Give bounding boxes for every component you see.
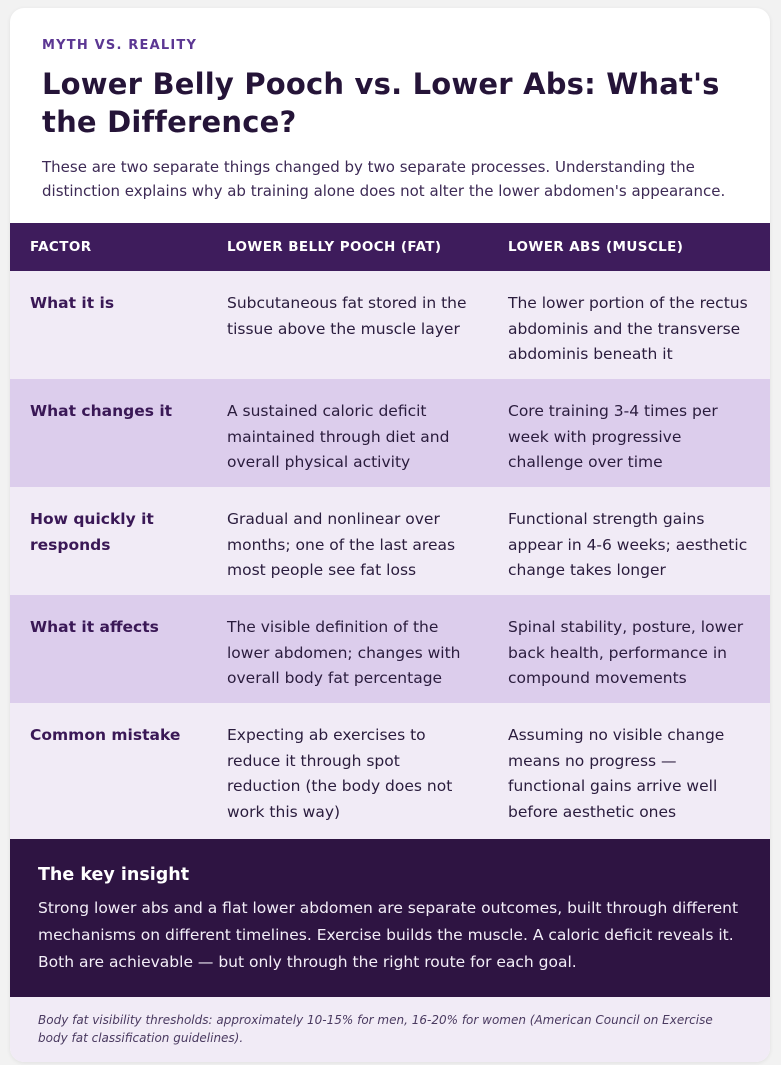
row-factor: What it affects [10, 595, 207, 703]
row-muscle-cell: Assuming no visible change means no progress — functional gains arrive well before aesthetic ones [488, 703, 770, 839]
row-muscle-cell: Spinal stability, posture, lower back health, performance in compound movements [488, 595, 770, 703]
column-header-muscle: LOWER ABS (MUSCLE) [488, 223, 770, 271]
comparison-table [10, 223, 770, 839]
page-title: Lower Belly Pooch vs. Lower Abs: What's the Difference? [42, 67, 720, 139]
row-muscle-cell: The lower portion of the rectus abdominis and the transverse abdominis beneath it [488, 271, 770, 379]
table-row [10, 487, 770, 595]
eyebrow-label: MYTH VS. REALITY [42, 38, 198, 53]
table-row [10, 379, 770, 487]
row-factor: How quickly it responds [10, 487, 207, 595]
table-row [10, 271, 770, 379]
insight-body: Strong lower abs and a flat lower abdomen are separate outcomes, built through different mechanisms on different timelines. Exercise builds the muscle. A caloric deficit reveals it. Both are achievable — but only through the right route for each goal. [38, 899, 739, 971]
row-fat-cell: Gradual and nonlinear over months; one of the last areas most people see fat loss [207, 487, 488, 595]
source-footnote: Body fat visibility thresholds: approximately 10-15% for men, 16-20% for women (American Council on Exercise body fat classification guidelines). [10, 997, 770, 1062]
key-insight-panel [10, 839, 770, 997]
row-muscle-cell: Functional strength gains appear in 4-6 weeks; aesthetic change takes longer [488, 487, 770, 595]
row-factor: What changes it [10, 379, 207, 487]
column-header-fat: LOWER BELLY POOCH (FAT) [207, 223, 488, 271]
article-card [10, 8, 770, 1062]
row-factor: What it is [10, 271, 207, 379]
insight-title: The key insight [38, 865, 190, 885]
row-fat-cell: Expecting ab exercises to reduce it through spot reduction (the body does not work this way) [207, 703, 488, 839]
table-row [10, 595, 770, 703]
row-fat-cell: Subcutaneous fat stored in the tissue above the muscle layer [207, 271, 488, 379]
page-subtitle: These are two separate things changed by two separate processes. Understanding the distinction explains why ab training alone does not alter the lower abdomen's appearance. [42, 158, 726, 200]
row-muscle-cell: Core training 3-4 times per week with progressive challenge over time [488, 379, 770, 487]
table-header-row [10, 223, 770, 271]
table-row [10, 703, 770, 839]
article-header [10, 8, 770, 223]
row-fat-cell: A sustained caloric deficit maintained through diet and overall physical activity [207, 379, 488, 487]
row-factor: Common mistake [10, 703, 207, 839]
column-header-factor: FACTOR [10, 223, 207, 271]
row-fat-cell: The visible definition of the lower abdomen; changes with overall body fat percentage [207, 595, 488, 703]
